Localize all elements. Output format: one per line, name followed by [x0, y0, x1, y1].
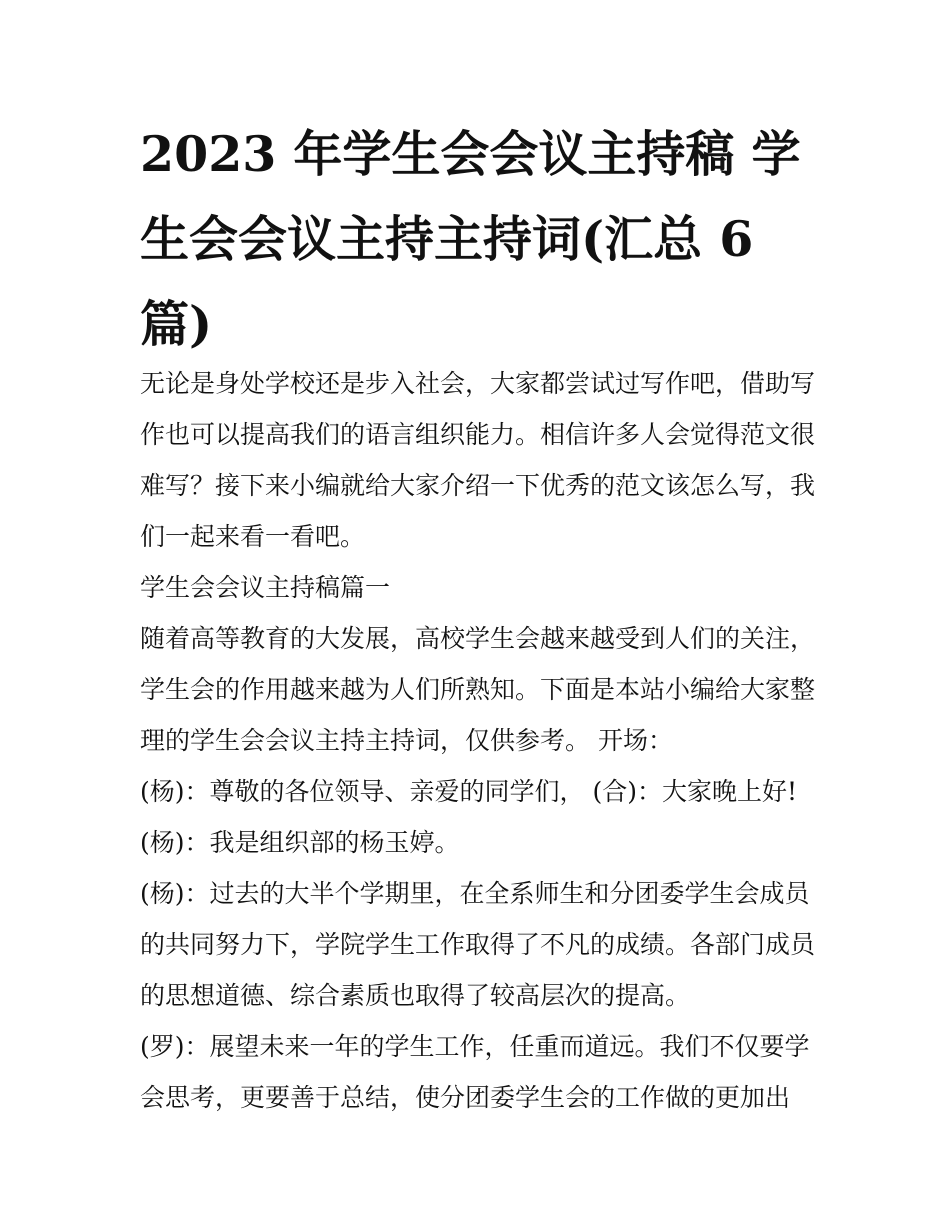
text-line: (杨)：尊敬的各位领导、亲爱的同学们， (合)：大家晚上好! — [140, 777, 798, 806]
title-line: 篇) — [140, 295, 213, 353]
text-line: (杨)：我是组织部的杨玉婷。 — [140, 828, 460, 857]
text-line: 们一起来看一看吧。 — [140, 522, 366, 551]
title-line: 2023 年学生会会议主持稿 学 — [140, 125, 801, 183]
text-line: 的思想道德、综合素质也取得了较高层次的提高。 — [140, 981, 691, 1010]
text-line: 作也可以提高我们的语言组织能力。相信许多人会觉得范文很 — [140, 420, 816, 449]
text-line: (罗)：展望未来一年的学生工作，任重而道远。我们不仅要学 — [140, 1032, 810, 1061]
document-title — [140, 112, 820, 367]
text-line: (杨)：过去的大半个学期里，在全系师生和分团委学生会成员 — [140, 879, 810, 908]
intro-paragraph — [140, 358, 820, 562]
text-line: 难写？接下来小编就给大家介绍一下优秀的范文该怎么写，我 — [140, 471, 816, 500]
body-paragraph — [140, 766, 820, 817]
section-heading — [140, 562, 820, 613]
document-body — [140, 358, 820, 1123]
text-line: 学生会的作用越来越为人们所熟知。下面是本站小编给大家整 — [140, 675, 816, 704]
text-line: 无论是身处学校还是步入社会，大家都尝试过写作吧，借助写 — [140, 369, 816, 398]
body-paragraph — [140, 1021, 820, 1123]
text-line: 学生会会议主持稿篇一 — [140, 573, 391, 602]
body-paragraph — [140, 868, 820, 1021]
text-line: 的共同努力下，学院学生工作取得了不凡的成绩。各部门成员 — [140, 930, 816, 959]
title-line: 生会会议主持主持词(汇总 6 — [140, 210, 754, 268]
text-line: 会思考，更要善于总结，使分团委学生会的工作做的更加出 — [140, 1083, 791, 1112]
text-line: 随着高等教育的大发展，高校学生会越来越受到人们的关注， — [140, 624, 816, 653]
body-paragraph — [140, 817, 820, 868]
body-paragraph — [140, 613, 820, 766]
text-line: 理的学生会会议主持主持词，仅供参考。 开场： — [140, 726, 673, 755]
